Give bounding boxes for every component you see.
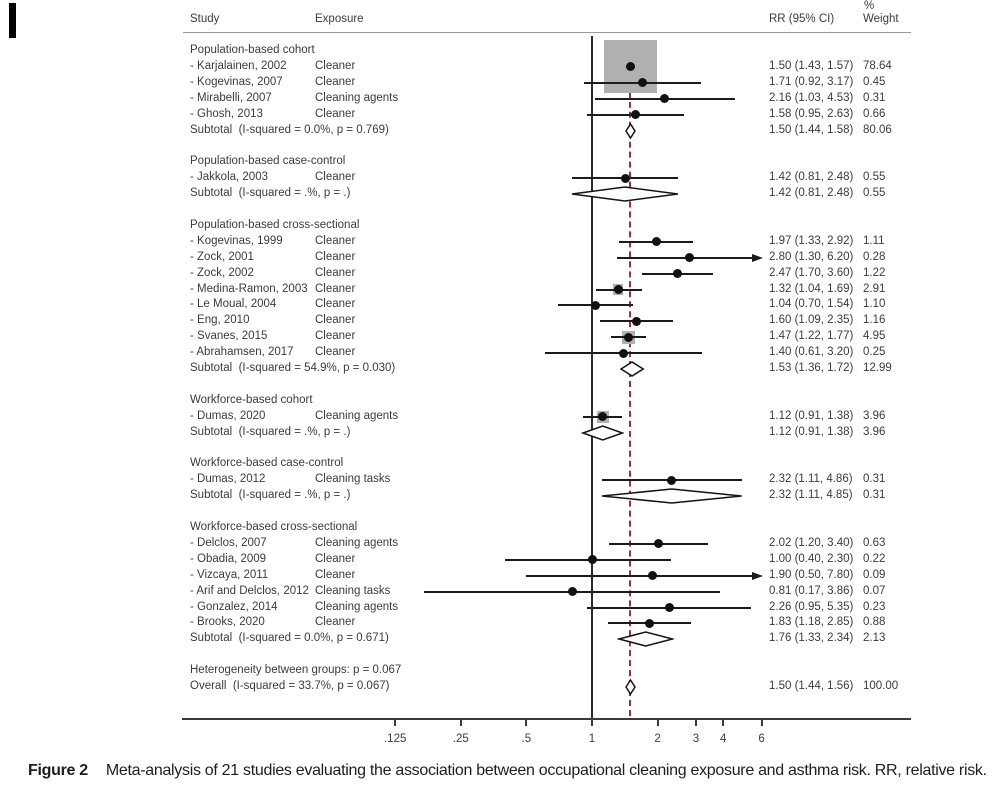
weight-value: 3.96 (863, 409, 886, 422)
rr-ci-value: 2.26 (0.95, 5.35) (769, 600, 854, 613)
ci-arrow-right (752, 254, 763, 262)
exposure-label: Cleaner (315, 59, 356, 72)
figure-caption-text: Meta-analysis of 21 studies evaluating the association between occupational cleaning exposure and asthma risk. RR, relative risk. (105, 762, 987, 779)
point-estimate-dot (667, 476, 676, 485)
weight-value: 1.16 (863, 314, 886, 327)
overall-rr-ci-value: 1.50 (1.44, 1.56) (769, 680, 854, 692)
study-label: - Arif and Delclos, 2012 (190, 584, 309, 597)
point-estimate-dot (660, 94, 669, 103)
point-estimate-dot (631, 110, 640, 119)
point-estimate-dot (652, 237, 661, 246)
point-estimate-dot (645, 619, 654, 628)
rr-ci-value: 2.47 (1.70, 3.60) (769, 266, 854, 279)
figure-caption (28, 762, 986, 780)
group-label: Workforce-based cohort (190, 393, 313, 406)
scan-artifact (9, 3, 16, 38)
exposure-label: Cleaner (315, 330, 356, 343)
weight-value: 4.95 (863, 330, 886, 343)
group-label: Population-based cross-sectional (190, 218, 360, 231)
study-label: - Eng, 2010 (190, 314, 250, 327)
rr-ci-value: 1.32 (1.04, 1.69) (769, 282, 854, 295)
column-header-rr-ci: RR (95% CI) (769, 13, 835, 25)
exposure-label: Cleaner (315, 314, 356, 327)
study-label: - Medina-Ramon, 2003 (190, 282, 308, 295)
point-estimate-dot (685, 253, 694, 262)
rr-ci-value: 1.97 (1.33, 2.92) (769, 234, 854, 247)
point-estimate-dot (621, 174, 630, 183)
overall-weight-value: 100.00 (863, 680, 899, 692)
subtotal-diamond (617, 630, 674, 648)
study-label: - Brooks, 2020 (190, 616, 265, 629)
null-effect-line (591, 36, 593, 718)
exposure-label: Cleaning agents (315, 91, 399, 104)
exposure-label: Cleaner (315, 282, 356, 295)
study-label: - Jakkola, 2003 (190, 171, 268, 184)
point-estimate-dot (648, 571, 657, 580)
point-estimate-dot (568, 587, 577, 596)
weight-value: 0.55 (863, 171, 886, 184)
group-label: Population-based cohort (190, 44, 315, 56)
point-estimate-dot (624, 333, 633, 342)
weight-value: 0.25 (863, 346, 886, 359)
x-axis-tick-label: 1 (588, 733, 596, 745)
weight-value: 0.09 (863, 568, 886, 581)
rr-ci-value: 2.16 (1.03, 4.53) (769, 91, 854, 104)
weight-value: 0.28 (863, 250, 886, 263)
exposure-label: Cleaner (315, 234, 356, 247)
subtotal-weight-value: 80.06 (863, 123, 892, 136)
exposure-label: Cleaning agents (315, 536, 399, 549)
rr-ci-value: 1.58 (0.95, 2.63) (769, 107, 854, 120)
subtotal-rr-ci-value: 2.32 (1.11, 4.85) (769, 489, 853, 502)
subtotal-rr-ci-value: 1.42 (0.81, 2.48) (769, 187, 854, 200)
subtotal-weight-value: 0.31 (863, 489, 886, 502)
exposure-label: Cleaner (315, 616, 356, 629)
exposure-label: Cleaner (315, 346, 356, 359)
heterogeneity-note: Heterogeneity between groups: p = 0.067 (190, 664, 402, 677)
group-label: Workforce-based case-control (190, 457, 344, 470)
rr-ci-value: 1.00 (0.40, 2.30) (769, 552, 854, 565)
rr-ci-value: 1.60 (1.09, 2.35) (769, 314, 854, 327)
x-axis-tick-label: 2 (654, 733, 661, 745)
point-estimate-dot (614, 285, 623, 294)
weight-value: 2.91 (863, 282, 886, 295)
point-estimate-dot (654, 539, 663, 548)
study-label: - Ghosh, 2013 (190, 107, 263, 120)
exposure-label: Cleaner (315, 298, 356, 311)
rr-ci-value: 1.42 (0.81, 2.48) (769, 171, 854, 184)
column-header-percent: % (864, 0, 875, 12)
subtotal-rr-ci-value: 1.50 (1.44, 1.58) (769, 123, 854, 136)
weight-value: 1.22 (863, 266, 886, 279)
weight-value: 1.10 (863, 298, 886, 311)
study-label: - Dumas, 2012 (190, 473, 266, 486)
weight-value: 0.45 (863, 75, 886, 88)
subtotal-label: Subtotal (I-squared = 0.0%, p = 0.769) (190, 123, 389, 136)
study-label: - Zock, 2002 (190, 266, 254, 279)
rr-ci-value: 1.12 (0.91, 1.38) (769, 409, 854, 422)
ci-arrow-right (752, 572, 763, 580)
rr-ci-value: 1.90 (0.50, 7.80) (769, 568, 854, 581)
x-axis-tick-label: .25 (452, 733, 469, 745)
overall-label: Overall (I-squared = 33.7%, p = 0.067) (190, 680, 390, 692)
rr-ci-value: 2.80 (1.30, 6.20) (769, 250, 854, 263)
figure-caption-label: Figure 2 (28, 762, 88, 779)
x-axis (182, 718, 911, 720)
exposure-label: Cleaner (315, 266, 356, 279)
rr-ci-value: 1.04 (0.70, 1.54) (769, 298, 854, 311)
exposure-label: Cleaner (315, 171, 356, 184)
study-label: - Dumas, 2020 (190, 409, 266, 422)
overall-diamond (624, 678, 637, 696)
rr-ci-value: 1.50 (1.43, 1.57) (769, 59, 854, 72)
study-label: - Gonzalez, 2014 (190, 600, 278, 613)
study-label: - Delclos, 2007 (190, 536, 267, 549)
overall-estimate-dashed-line (629, 42, 631, 716)
rr-ci-value: 2.32 (1.11, 4.86) (769, 473, 853, 486)
exposure-label: Cleaner (315, 568, 356, 581)
study-label: - Le Moual, 2004 (190, 298, 277, 311)
point-estimate-dot (632, 317, 641, 326)
exposure-label: Cleaner (315, 552, 356, 565)
weight-value: 0.31 (863, 91, 886, 104)
x-axis-tick-label: .5 (521, 733, 532, 745)
point-estimate-dot (665, 603, 674, 612)
group-label: Population-based case-control (190, 155, 346, 168)
exposure-label: Cleaner (315, 75, 356, 88)
x-axis-tick-label: 3 (692, 733, 700, 745)
study-label: - Obadia, 2009 (190, 552, 267, 565)
subtotal-weight-value: 0.55 (863, 187, 886, 200)
subtotal-diamond (570, 185, 680, 203)
weight-value: 0.66 (863, 107, 886, 120)
ci-line (526, 575, 752, 577)
x-axis-tick-label: .125 (383, 733, 407, 745)
study-label: - Kogevinas, 2007 (190, 75, 283, 88)
subtotal-diamond (581, 424, 624, 442)
point-estimate-dot (619, 349, 628, 358)
study-label: - Kogevinas, 1999 (190, 234, 283, 247)
subtotal-rr-ci-value: 1.53 (1.36, 1.72) (769, 362, 854, 374)
column-header-exposure: Exposure (315, 13, 364, 25)
rr-ci-value: 1.47 (1.22, 1.77) (769, 330, 854, 343)
exposure-label: Cleaner (315, 250, 356, 263)
subtotal-weight-value: 3.96 (863, 425, 886, 438)
subtotal-label: Subtotal (I-squared = 0.0%, p = 0.671) (190, 632, 389, 645)
column-header-study: Study (190, 13, 220, 25)
subtotal-weight-value: 12.99 (863, 362, 892, 374)
subtotal-label: Subtotal (I-squared = 54.9%, p = 0.030) (190, 362, 396, 374)
study-label: - Mirabelli, 2007 (190, 91, 272, 104)
exposure-label: Cleaning agents (315, 409, 399, 422)
subtotal-label: Subtotal (I-squared = .%, p = .) (190, 489, 351, 502)
subtotal-diamond (624, 122, 637, 140)
subtotal-rr-ci-value: 1.76 (1.33, 2.34) (769, 632, 854, 645)
column-header-weight: Weight (863, 13, 899, 25)
rr-ci-value: 2.02 (1.20, 3.40) (769, 536, 854, 549)
rr-ci-value: 1.83 (1.18, 2.85) (769, 616, 854, 629)
study-label: - Karjalainen, 2002 (190, 59, 287, 72)
exposure-label: Cleaning tasks (315, 584, 391, 597)
rr-ci-value: 1.40 (0.61, 3.20) (769, 346, 854, 359)
exposure-label: Cleaning tasks (315, 473, 391, 486)
x-axis-tick-label: 6 (758, 733, 765, 745)
subtotal-label: Subtotal (I-squared = .%, p = .) (190, 187, 351, 200)
weight-value: 78.64 (863, 59, 892, 72)
weight-value: 0.63 (863, 536, 886, 549)
weight-value: 0.88 (863, 616, 886, 629)
group-label: Workforce-based cross-sectional (190, 521, 358, 533)
subtotal-label: Subtotal (I-squared = .%, p = .) (190, 425, 351, 438)
x-axis-tick-label: 4 (719, 733, 727, 745)
rr-ci-value: 1.71 (0.92, 3.17) (769, 75, 854, 88)
weight-value: 1.11 (863, 234, 885, 247)
weight-value: 0.07 (863, 584, 886, 597)
point-estimate-dot (588, 555, 597, 564)
header-divider (183, 32, 911, 33)
study-label: - Svanes, 2015 (190, 330, 268, 343)
study-label: - Abrahamsen, 2017 (190, 346, 294, 359)
subtotal-rr-ci-value: 1.12 (0.91, 1.38) (769, 425, 854, 438)
study-label: - Vizcaya, 2011 (190, 568, 269, 581)
study-label: - Zock, 2001 (190, 250, 254, 263)
exposure-label: Cleaning agents (315, 600, 399, 613)
weight-value: 0.23 (863, 600, 886, 613)
subtotal-weight-value: 2.13 (863, 632, 886, 645)
subtotal-diamond (600, 487, 744, 505)
weight-value: 0.22 (863, 552, 886, 565)
exposure-label: Cleaner (315, 107, 356, 120)
rr-ci-value: 0.81 (0.17, 3.86) (769, 584, 854, 597)
weight-value: 0.31 (863, 473, 886, 486)
subtotal-diamond (619, 360, 645, 378)
point-estimate-dot (591, 301, 600, 310)
